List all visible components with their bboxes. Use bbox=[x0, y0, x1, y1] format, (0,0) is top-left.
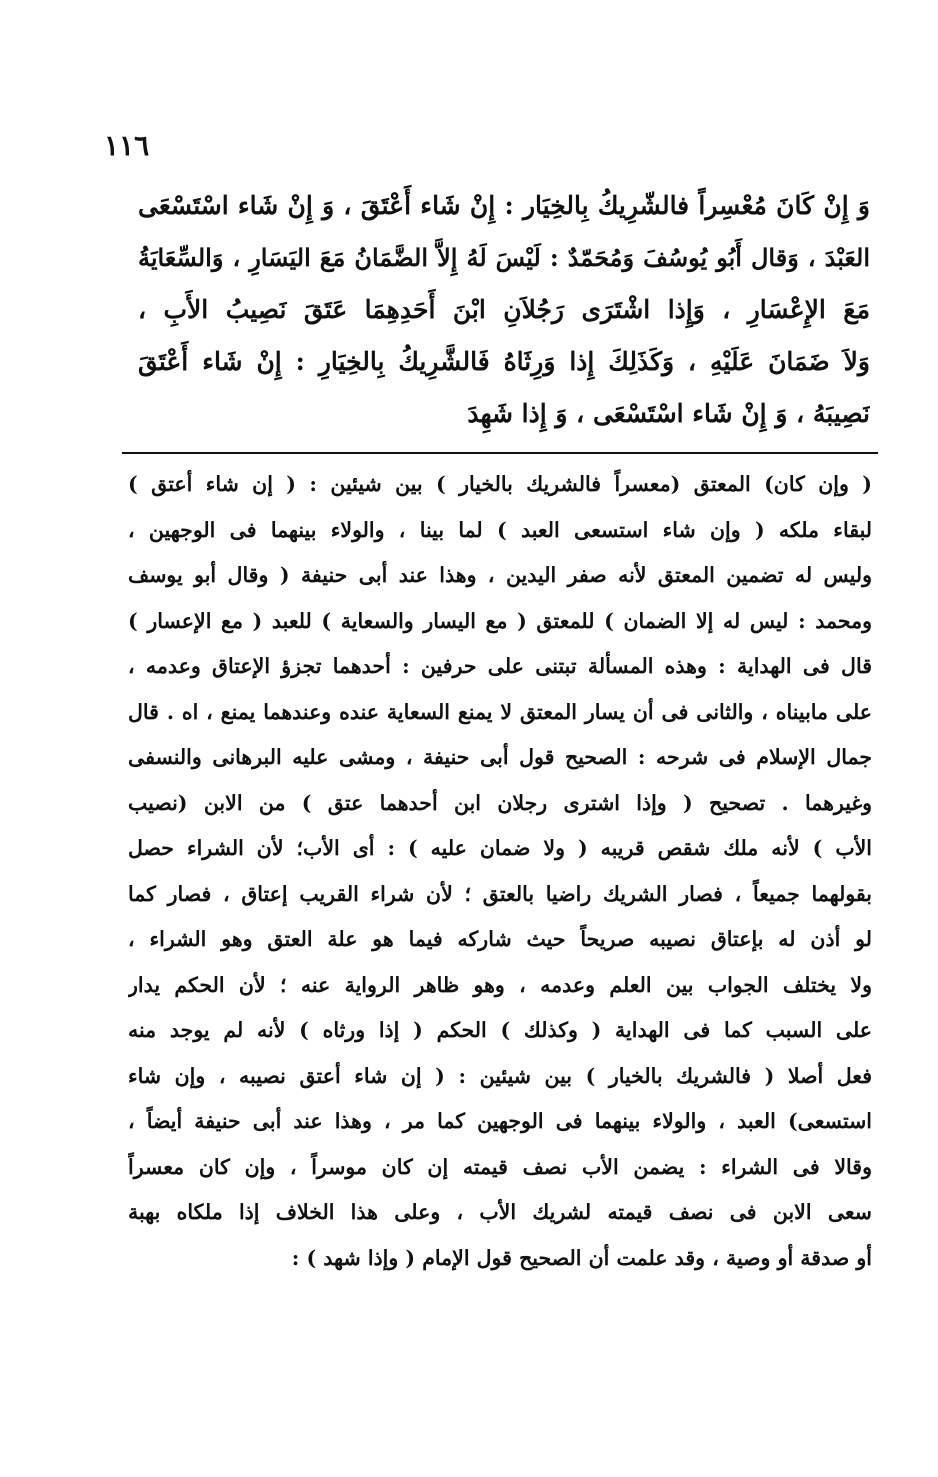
commentary-text bbox=[128, 462, 872, 1281]
commentary-line: جمال الإسلام فى شرحه : الصحيح قول أبى حنيفة ، ومشى عليه البرهانى والنسفى bbox=[128, 745, 872, 769]
commentary-line: ( وإن كان) المعتق (معسراً فالشريك بالخيار ) بين شيئين : ( إن شاء أعتق ) bbox=[128, 472, 872, 496]
commentary-line: ولا يختلف الجواب بين العلم وعدمه ، وهو ظاهر الرواية عنه ؛ لأن الحكم يدار bbox=[128, 972, 872, 997]
main-text-line: مَعَ الإِعْسَارِ ، وَإِذا اشْتَرَى رَجُلاَنِ ابْنَ أَحَدِهِمَا عَتَقَ نَصِيبُ الأَبِ ، bbox=[138, 295, 870, 324]
commentary-line: أو صدقة أو وصية ، وقد علمت أن الصحيح قول الإمام ( وإذا شهد ) : bbox=[291, 1245, 872, 1270]
commentary-line: لبقاء ملكه ( وإن شاء استسعى العبد ) لما بينا ، والولاء بينهما فى الوجهين ، bbox=[128, 517, 872, 542]
commentary-line: وليس له تضمين المعتق لأنه صفر اليدين ، وهذا عند أبى حنيفة ( وقال أبو يوسف bbox=[128, 563, 872, 587]
main-text-line: نَصِيبَهُ ، وَ إِنْ شَاء اسْتَسْعَى ، وَ إِذا شَهِدَ bbox=[467, 399, 870, 428]
page-number: ١١٦ bbox=[104, 129, 150, 162]
main-text-line: وَلاَ ضَمَانَ عَلَيْهِ ، وَكَذَلِكَ إِذا وَرِثَاهُ فَالشَّرِيكُ بِالخِيَارِ : إِنْ شَاء أَعْتَقَ bbox=[138, 347, 870, 376]
commentary-line: فعل أصلا ( فالشريك بالخيار ) بين شيئين : ( إن شاء أعتق نصيبه ، وإن شاء bbox=[128, 1063, 872, 1088]
commentary-line: الأب ) لأنه ملك شقص قريبه ( ولا ضمان عليه ) : أى الأب؛ لأن الشراء حصل bbox=[128, 836, 872, 860]
commentary-line: وغيرهما . تصحيح ( وإذا اشترى رجلان ابن أحدهما عتق ) من الابن (نصيب bbox=[128, 790, 872, 815]
commentary-line: وقالا فى الشراء : يضمن الأب نصف قيمته إن كان موسراً ، وإن كان معسراً bbox=[128, 1154, 872, 1179]
commentary-line: استسعى) العبد ، والولاء بينهما فى الوجهين كما مر ، وهذا عند أبى حنيفة أيضاً ، bbox=[128, 1109, 872, 1133]
commentary-line: على السبب كما فى الهداية ( وكذلك ) الحكم ( إذا ورثاه ) لأنه لم يوجد منه bbox=[128, 1018, 872, 1042]
commentary-line: سعى الابن فى نصف قيمته لشريك الأب ، وعلى هذا الخلاف إذا ملكاه بهبة bbox=[128, 1200, 872, 1224]
section-divider bbox=[122, 452, 878, 454]
main-text-line: وَ إِنْ كَانَ مُعْسِراً فالشّرِيكُ بِالخِيَار : إِنْ شَاء أَعْتَقَ ، وَ إِنْ شَاء اسْتَسْعَى bbox=[138, 191, 870, 220]
main-text-line: العَبْدَ ، وَقال أَبُو يُوسُفَ وَمُحَمّدٌ : لَيْسَ لَهُ إِلاَّ الضَّمَانُ مَعَ اليَسَارِ ، وَالسِّعَايَةُ bbox=[138, 243, 870, 272]
commentary-line: قال فى الهداية : وهذه المسألة تبتنى على حرفين : أحدهما تجزؤ الإعتاق وعدمه ، bbox=[128, 654, 872, 678]
commentary-line: على مابيناه ، والثانى فى أن يسار المعتق لا يمنع السعاية عنده وعندهما يمنع ، اه . قال bbox=[128, 699, 872, 724]
main-text bbox=[138, 180, 870, 440]
commentary-line: لو أذن له بإعتاق نصيبه صريحاً حيث شاركه فيما هو علة العتق وهو الشراء ، bbox=[128, 927, 872, 951]
commentary-line: ومحمد : ليس له إلا الضمان ) للمعتق ( مع اليسار والسعاية ) للعبد ( مع الإعسار ) bbox=[128, 608, 872, 633]
commentary-line: بقولهما جميعاً ، فصار الشريك راضيا بالعتق ؛ لأن شراء القريب إعتاق ، فصار كما bbox=[128, 881, 872, 906]
